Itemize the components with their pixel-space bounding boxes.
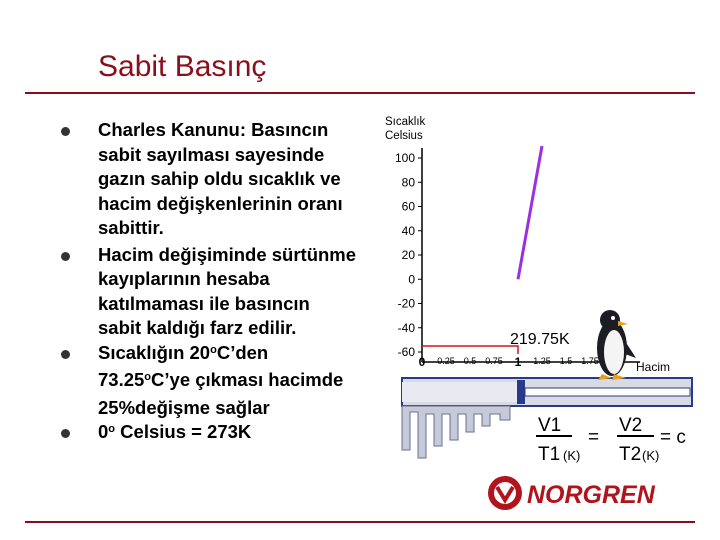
formula-t1: T1 xyxy=(538,444,561,465)
x-tick-label: 0.5 xyxy=(463,356,477,366)
x-tick-label: 0.75 xyxy=(485,356,503,366)
x-axis-label: Hacim xyxy=(636,360,671,374)
x-tick-label: 1.25 xyxy=(533,356,551,366)
piston-rod xyxy=(525,388,690,396)
degree-sup: o xyxy=(144,371,152,383)
formula-v1: V1 xyxy=(538,415,562,436)
y-tick-label: 40 xyxy=(401,223,415,238)
heat-fins xyxy=(402,406,510,458)
charles-formula xyxy=(536,415,686,465)
x-tick-label: 1.5 xyxy=(559,356,573,366)
cylinder-piston xyxy=(517,380,525,404)
formula-v2: V2 xyxy=(619,415,643,436)
x-tick-label: 1.75 xyxy=(581,356,599,366)
bullet-text-post: Celsius = 273K xyxy=(115,421,252,442)
logo-wordmark: NORGREN xyxy=(527,481,655,509)
bullet-text: Hacim değişiminde sürtünme kayıplarının hesaba katılmaması ile basıncın sabit kaldığı farz edilir. xyxy=(98,243,357,338)
y-tick-label: 80 xyxy=(401,175,415,190)
y-tick-label: 0 xyxy=(408,272,415,287)
penguin-icon xyxy=(597,310,636,380)
y-tick-label: -40 xyxy=(397,320,415,335)
y-tick-label: 100 xyxy=(394,151,415,165)
formula-equals: = xyxy=(588,427,600,448)
y-tick-label: 60 xyxy=(401,199,415,214)
x-tick-label: 0 xyxy=(418,355,426,369)
bullet-text-mid: C’den 73.25 xyxy=(98,341,269,390)
reference-guide-line xyxy=(422,346,518,354)
temperature-annotation: 219.75K xyxy=(510,331,570,348)
degree-sup: o xyxy=(108,423,116,435)
y-tick-label: -60 xyxy=(397,345,415,359)
y-axis-label: Celsius xyxy=(385,130,423,142)
y-tick-label: 20 xyxy=(401,248,415,262)
bullet-text: Charles Kanunu: Basıncın sabit sayılması sayesinde gazın sahip oldu sıcaklık ve hacim değişkenlerinin oranı sabittir. xyxy=(98,119,343,238)
formula-constant: = c xyxy=(660,427,686,448)
footer-rule xyxy=(25,521,695,523)
norgren-logo xyxy=(488,476,656,510)
y-axis-label: Sıcaklık xyxy=(385,116,426,128)
temperature-volume-line xyxy=(518,146,542,279)
bullet-text-post: C’ye çıkması hacimde 25%değişme sağlar xyxy=(98,369,344,418)
bullet-text-pre: 0 xyxy=(98,421,109,442)
x-tick-label: 0.25 xyxy=(437,356,455,366)
slide-title: Sabit Basınç xyxy=(98,50,267,83)
degree-sup: o xyxy=(210,343,217,356)
formula-k1: (K) xyxy=(563,448,581,463)
cylinder-chamber xyxy=(402,382,517,402)
bullet-text-pre: Sıcaklığın 20 xyxy=(98,341,211,363)
formula-t2: T2 xyxy=(619,444,642,465)
x-tick-label: 1 xyxy=(514,355,522,369)
y-tick-label: -20 xyxy=(397,296,415,311)
formula-k2: (K) xyxy=(642,448,660,463)
